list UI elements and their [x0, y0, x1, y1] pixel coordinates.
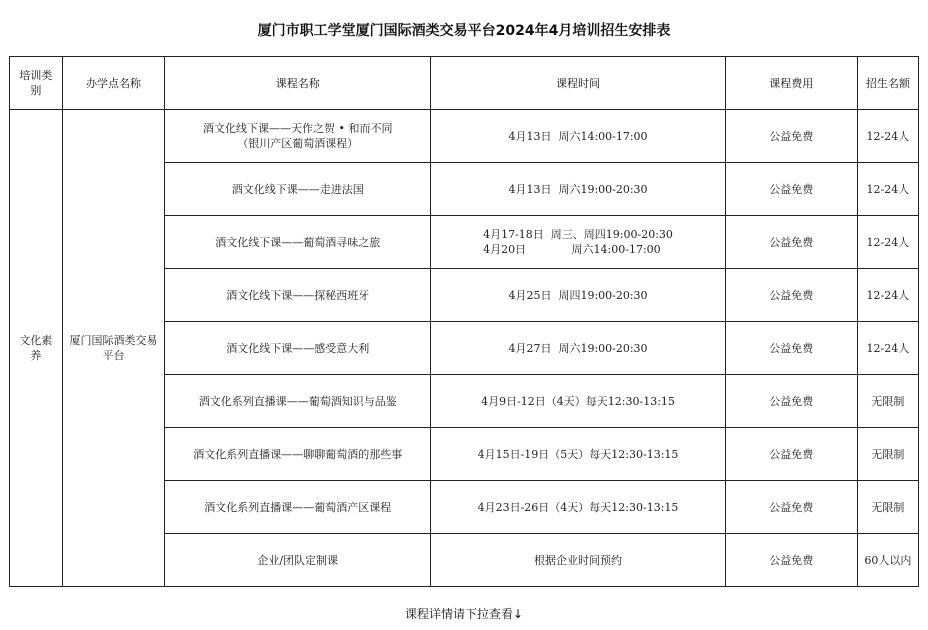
fee-cell: 公益免费	[725, 322, 857, 375]
time-lines	[435, 182, 721, 197]
time-cell	[431, 428, 726, 481]
quota-cell: 无限制	[857, 375, 918, 428]
course-cell	[165, 481, 431, 534]
course-cell	[165, 322, 431, 375]
time-lines	[435, 341, 721, 356]
time-lines	[435, 553, 721, 568]
category-cell: 文化素养	[10, 110, 63, 587]
time-cell	[431, 110, 726, 163]
course-name-line: 酒文化系列直播课——葡萄酒产区课程	[204, 500, 392, 514]
fee-cell: 公益免费	[725, 269, 857, 322]
course-cell	[165, 428, 431, 481]
quota-cell: 无限制	[857, 428, 918, 481]
quota-cell: 无限制	[857, 481, 918, 534]
fee-cell: 公益免费	[725, 216, 857, 269]
fee-cell: 公益免费	[725, 534, 857, 587]
school-cell: 厦门国际酒类交易平台	[62, 110, 164, 587]
time-line: 4月13日 周六19:00-20:30	[508, 182, 648, 196]
quota-cell: 12-24人	[857, 269, 918, 322]
time-cell	[431, 322, 726, 375]
header-time: 课程时间	[431, 57, 726, 110]
fee-cell: 公益免费	[725, 110, 857, 163]
fee-cell: 公益免费	[725, 375, 857, 428]
time-lines	[435, 394, 721, 409]
page-title: 厦门市职工学堂厦门国际酒类交易平台2024年4月培训招生安排表	[257, 23, 671, 39]
fee-cell: 公益免费	[725, 428, 857, 481]
time-line: 4月25日 周四19:00-20:30	[508, 288, 648, 302]
quota-cell: 12-24人	[857, 163, 918, 216]
course-name-line: 酒文化线下课——走进法国	[231, 182, 364, 196]
table-row	[10, 110, 919, 163]
time-line: 4月9日-12日（4天）每天12:30-13:15	[481, 394, 675, 408]
course-name-line: （银川产区葡萄酒课程）	[237, 137, 359, 150]
quota-cell: 12-24人	[857, 322, 918, 375]
fee-cell: 公益免费	[725, 481, 857, 534]
time-line: 根据企业时间预约	[534, 553, 622, 567]
time-cell	[431, 163, 726, 216]
course-cell	[165, 216, 431, 269]
course-cell	[165, 163, 431, 216]
time-line: 4月27日 周六19:00-20:30	[508, 341, 648, 355]
time-lines	[435, 500, 721, 515]
time-cell	[431, 534, 726, 587]
quota-cell: 12-24人	[857, 110, 918, 163]
course-name-line: 酒文化线下课——探秘西班牙	[226, 288, 370, 302]
footer-note: 课程详情请下拉查看↓	[404, 607, 524, 621]
course-name-line: 企业/团队定制课	[257, 553, 339, 567]
time-lines	[483, 227, 673, 257]
time-line: 4月17-18日 周三、周四19:00-20:30	[483, 228, 673, 241]
course-cell	[165, 534, 431, 587]
quota-cell: 60人以内	[857, 534, 918, 587]
time-cell	[431, 216, 726, 269]
time-cell	[431, 481, 726, 534]
time-line: 4月23日-26日（4天）每天12:30-13:15	[477, 500, 679, 514]
fee-cell: 公益免费	[725, 163, 857, 216]
header-quota: 招生名额	[857, 57, 918, 110]
time-cell	[431, 269, 726, 322]
course-name-line: 酒文化线下课——感受意大利	[226, 341, 370, 355]
course-name-line: 酒文化系列直播课——葡萄酒知识与品鉴	[198, 394, 397, 408]
table-header-row	[10, 57, 919, 110]
quota-cell: 12-24人	[857, 216, 918, 269]
time-line: 4月15日-19日（5天）每天12:30-13:15	[477, 447, 679, 461]
header-school: 办学点名称	[62, 57, 164, 110]
time-line: 4月20日 周六14:00-17:00	[483, 243, 661, 256]
schedule-table	[9, 56, 919, 587]
header-course: 课程名称	[165, 57, 431, 110]
course-name-line: 酒文化线下课——葡萄酒寻味之旅	[215, 235, 381, 249]
header-fee: 课程费用	[725, 57, 857, 110]
course-name-line: 酒文化系列直播课——聊聊葡萄酒的那些事	[193, 447, 403, 461]
course-cell	[165, 110, 431, 163]
course-cell	[165, 375, 431, 428]
time-cell	[431, 375, 726, 428]
course-name-line: 酒文化线下课——天作之贺 • 和而不同	[202, 122, 393, 135]
course-cell	[165, 269, 431, 322]
time-lines	[435, 129, 721, 144]
time-lines	[435, 288, 721, 303]
time-line: 4月13日 周六14:00-17:00	[508, 129, 648, 143]
time-lines	[435, 447, 721, 462]
header-category: 培训类别	[10, 57, 63, 110]
